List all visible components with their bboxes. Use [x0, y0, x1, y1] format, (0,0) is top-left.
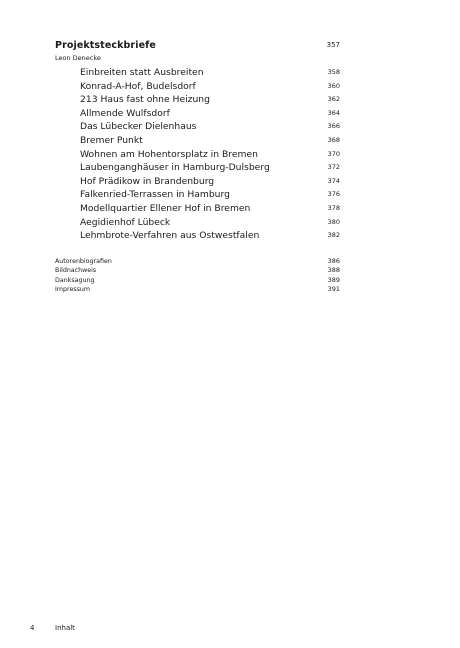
appendix-entry-title: Autorenbiografien: [55, 258, 112, 265]
appendix-entry: [55, 266, 340, 275]
section-heading: [55, 40, 340, 54]
toc-entry-page: 368: [327, 135, 340, 144]
appendix-list: [55, 257, 340, 294]
footer-page-number: 4: [30, 624, 35, 632]
toc-entry-page: 372: [327, 163, 340, 172]
toc-entry: [80, 80, 340, 94]
toc-entry: [80, 107, 340, 121]
toc-entry-page: 380: [327, 217, 340, 226]
toc-entry-title: Modellquartier Ellener Hof in Bremen: [80, 202, 251, 214]
toc-entry-title: Einbreiten statt Ausbreiten: [80, 67, 204, 78]
toc-entry-title: Laubenganghäuser in Hamburg-Dulsberg: [80, 162, 270, 174]
toc-entry-title: Aegidienhof Lübeck: [80, 216, 171, 228]
appendix-entry-title: Impressum: [55, 285, 90, 293]
appendix-entry: [55, 257, 340, 266]
toc-entry: [80, 175, 340, 189]
section-title: Projektsteckbriefe: [55, 40, 156, 51]
appendix-entry-page: 389: [327, 275, 340, 284]
footer-section-label: Inhalt: [55, 624, 75, 632]
toc-entry-title: Konrad-A-Hof, Budelsdorf: [80, 80, 196, 92]
toc-entry: [80, 66, 340, 80]
toc-entry-page: 360: [327, 81, 340, 90]
appendix-entry-title: Bildnachweis: [55, 267, 97, 275]
toc-entry-list: [80, 66, 340, 243]
toc-entry-page: 378: [327, 203, 340, 212]
toc-entry: [80, 229, 340, 243]
toc-entry: [80, 134, 340, 148]
toc-entry-page: 358: [327, 68, 340, 76]
toc-entry: [80, 188, 340, 202]
toc-entry-page: 364: [327, 108, 340, 117]
toc-entry: [80, 161, 340, 175]
toc-entry-title: Lehmbrote-Verfahren aus Ostwestfalen: [80, 230, 260, 242]
toc-entry-page: 366: [327, 122, 340, 131]
appendix-entry-page: 391: [327, 284, 340, 293]
toc-entry: [80, 148, 340, 162]
appendix-entry-title: Danksagung: [55, 276, 95, 284]
toc-entry-title: Hof Prädikow in Brandenburg: [80, 175, 215, 187]
appendix-entry-page: 388: [327, 266, 340, 275]
toc-entry-page: 370: [327, 149, 340, 158]
section-author: Leon Denecke: [55, 54, 101, 62]
toc-entry-title: 213 Haus fast ohne Heizung: [80, 94, 210, 106]
toc-entry-page: 382: [327, 231, 340, 240]
toc-entry-title: Falkenried-Terrassen in Hamburg: [80, 189, 230, 201]
toc-entry: [80, 216, 340, 230]
toc-entry-page: 374: [327, 176, 340, 185]
toc-entry: [80, 202, 340, 216]
toc-entry-title: Wohnen am Hohentorsplatz in Bremen: [80, 148, 258, 160]
section-page-number: 357: [326, 41, 340, 49]
appendix-entry: [55, 276, 340, 285]
toc-entry: [80, 120, 340, 134]
toc-entry-title: Allmende Wulfsdorf: [80, 107, 170, 119]
appendix-entry: [55, 285, 340, 294]
toc-entry-page: 362: [327, 95, 340, 104]
appendix-entry-page: 386: [327, 257, 340, 265]
toc-entry-title: Bremer Punkt: [80, 134, 143, 146]
toc-entry-page: 376: [327, 190, 340, 199]
toc-entry-title: Das Lübecker Dielenhaus: [80, 121, 197, 133]
toc-entry: [80, 93, 340, 107]
